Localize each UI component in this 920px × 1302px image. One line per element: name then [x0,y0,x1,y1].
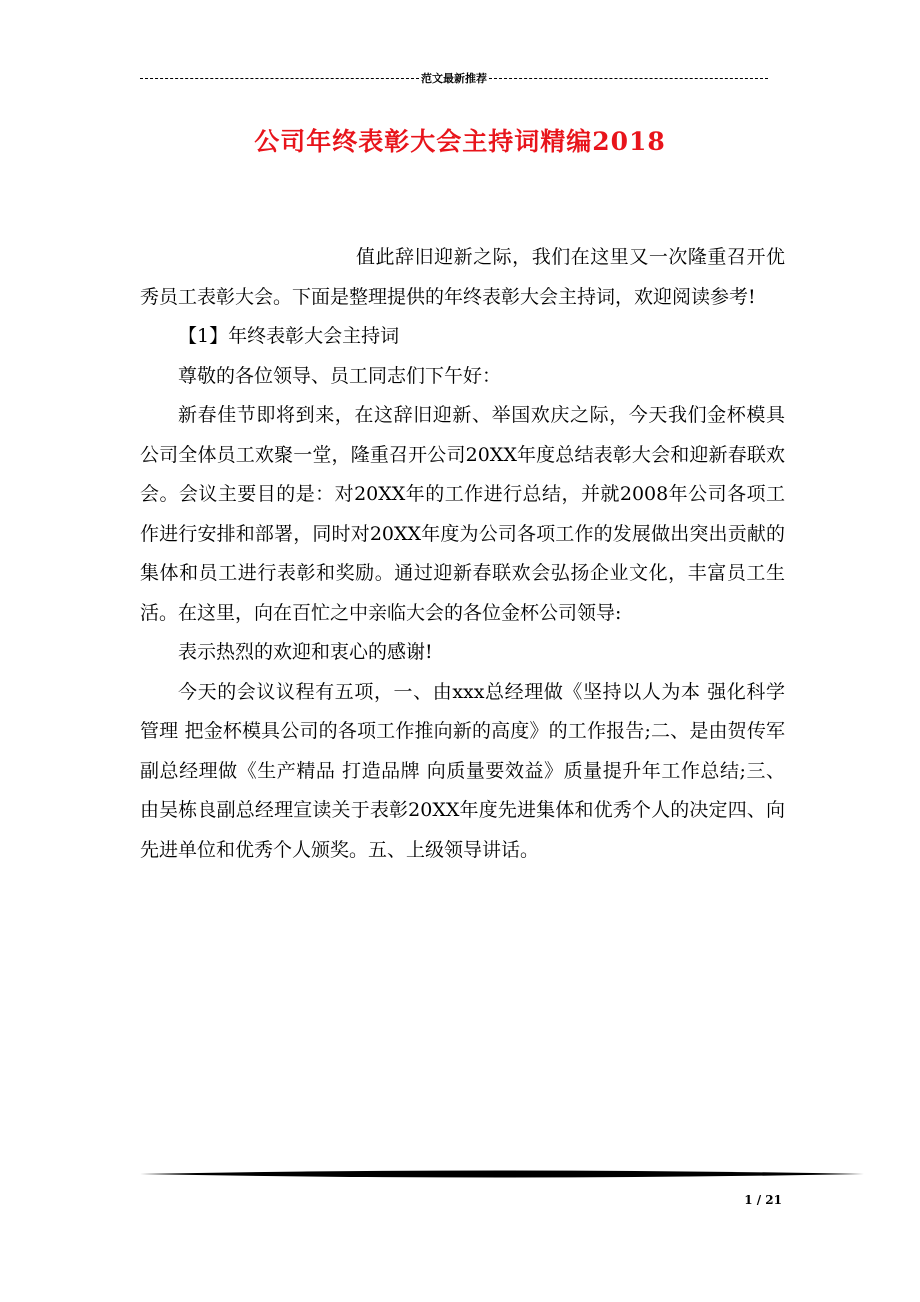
document-body [140,238,785,870]
thanks-paragraph: 表示热烈的欢迎和衷心的感谢! [178,641,433,663]
agenda-paragraph: 今天的会议议程有五项，一、由xxx总经理做《坚持以人为本 强化科学管理 把金杯模具公司的各项工作推向新的高度》的工作报告;二、是由贺传军副总经理做《生产精品 打造品牌 向质量要效益》质量提升年工作总结;三、由吴栋良副总经理宣读关于表彰20XX年度先进集体和优秀个人的决定四、向先进单位和优秀个人颁奖。五、上级领导讲话。 [140,680,785,861]
section-heading: 【1】年终表彰大会主持词 [178,325,400,347]
page-header [140,70,768,86]
body-paragraph: 新春佳节即将到来，在这辞旧迎新、举国欢庆之际，今天我们金杯模具公司全体员工欢聚一堂，隆重召开公司20XX年度总结表彰大会和迎新春联欢会。会议主要目的是：对20XX年的工作进行总结，并就2008年公司各项工作进行安排和部署，同时对20XX年度为公司各项工作的发展做出突出贡献的集体和员工进行表彰和奖励。通过迎新春联欢会弘扬企业文化，丰富员工生活。在这里，向在百忙之中亲临大会的各位金杯公司领导: [140,404,785,624]
document-title: 公司年终表彰大会主持词精编2018 [254,127,666,156]
page-number: 1 / 21 [744,1193,782,1207]
greeting-paragraph: 尊敬的各位领导、员工同志们下午好： [178,364,502,387]
header-dash-right [489,78,768,79]
intro-paragraph: 值此辞旧迎新之际，我们在这里又一次隆重召开优秀员工表彰大会。下面是整理提供的年终表彰大会主持词，欢迎阅读参考! [140,246,785,308]
header-dash-left [140,78,419,79]
footer-rule [140,1168,864,1180]
header-label: 范文最新推荐 [421,72,487,85]
